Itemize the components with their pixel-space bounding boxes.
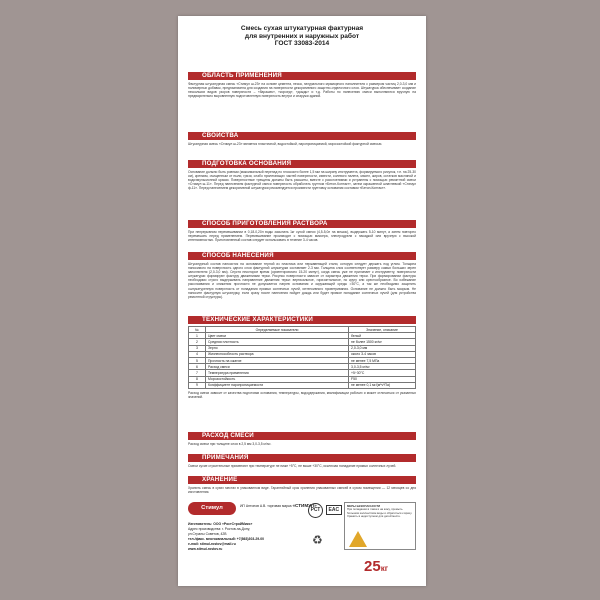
email: e-mail: stimul-rostov@mail.ru xyxy=(188,542,236,546)
row-param: Температура применения xyxy=(206,370,349,376)
section-text: Штукатурный состав наносится на основание терной из пластика или нержавеющей стали, которую следует держать под углом. Толщина наносимого на поверхность одного слоя фактурной штукатурки составляет 2-3 мм. Толщина слоя соответствует размеру самых больших зерен заполнителя (2,0-3,0 мм). Спустя некоторое время (ориентировочно 15-20 минут), когда смесь уже не прилипает к инструменту, поверхности штукатурки формируют фактуру движениями терки. Рисунок поверхности зависит от характера движения терки. При формировании фактуры необходимо строго выдерживать направление движения терки: вертикальное, горизонтальное, по кругу или крестообразное. Во избежание расслаивания и снижения прочности не допускается нагрев основания и окружающей среды >30°С, а так же необходимо защитить оштукатуренную поверхность от попадания прямых солнечных лучей, интенсивного проветривания. Основание не должно быть мокрым. Не наносите фактурную штукатурку, если сразу после нанесения пойдет дождь или будет прямое попадание солнечных лучей (для устройства ремонтной структуры). xyxy=(188,262,416,299)
row-param: Жизнеспособность раствора xyxy=(206,351,349,357)
row-value: белый xyxy=(349,333,416,339)
section-text: Хранить смесь в сухих местах в упакованном виде. Гарантийный срок хранения упакованных смесей в сухом помещении — 12 месяцев со дня изготовления. xyxy=(188,486,416,495)
section-header: СПОСОБ ПРИГОТОВЛЕНИЯ РАСТВОРА xyxy=(188,220,416,228)
section-header: ПРИМЕЧАНИЯ xyxy=(188,454,416,462)
row-param: Прочность на сжатие xyxy=(206,357,349,363)
row-value: +5÷30°С xyxy=(349,370,416,376)
section-properties xyxy=(188,132,416,152)
net-weight xyxy=(364,558,388,575)
section-text: Фактурная штукатурная смесь «Стимул ш-23» на основе цемента, песка, натурального мраморного наполнителя с размером частиц 2,0-3,0 мм и полимерных добавок, предназначена для создания на поверхности декоративного защитно-отделочного слоя. Штукатурка обеспечивает создание нескольких видов узоров поверхности – «барашек», «короед», «дождь» и т.д. Работы по нанесению смеси выполняются вручную на предварительно выровненную подготовленную поверхность внутри и снаружи зданий. xyxy=(188,82,416,99)
address-line-2: ул.Страны Советов, 42В xyxy=(188,532,227,536)
row-num: 1 xyxy=(189,333,206,339)
address-line-1: Адрес производства: г. Ростов-на-Дону, xyxy=(188,527,251,531)
section-text: Штукатурная смесь «Стимул ш-23» является пластичной, водостойкой, паропроницаемой, морозостойкой фактурной смесью. xyxy=(188,142,383,146)
row-value: около 3-4 часов xyxy=(349,351,416,357)
section-text: Смеси сухие строительные применяют при температуре не ниже +5°С, не выше +30°С, исключая попадание прямых солнечных лучей. xyxy=(188,464,397,468)
specs-note: Расход смеси зависит от качества подготовки основания, температуры, водоудержания, квалификации рабочих и может отличаться от указанных значений. xyxy=(188,390,416,399)
safety-title: МЕРЫ БЕЗОПАСНОСТИ xyxy=(347,504,381,508)
row-value: 2,0-3,0 мм xyxy=(349,345,416,351)
section-header: ОБЛАСТЬ ПРИМЕНЕНИЯ xyxy=(188,72,416,80)
section-notes xyxy=(188,454,416,473)
manufacturer-contacts xyxy=(188,522,306,552)
row-num: 3 xyxy=(189,345,206,351)
title-line-3: ГОСТ 33083-2014 xyxy=(274,40,330,48)
section-consumption xyxy=(188,432,416,448)
title-line-2: для внутренних и наружных работ xyxy=(244,32,360,40)
section-header: ПОДГОТОВКА ОСНОВАНИЯ xyxy=(188,160,416,168)
title-line-1: Смесь сухая штукатурная фактурная xyxy=(240,25,364,32)
section-text: При непрерывном перемешивании в 0,18-0,20л воды засыпать 1кг сухой смеси (4,5-5,0л на мешок), выдержать 5-10 минут, а затем повторно перемешать перед применением. Перемешивание производят с помощью миксера, электродрели с насадкой или вручную с высокой интенсивностью. Приготовленный состав следует использовать в течение 3-4 часов. xyxy=(188,230,416,243)
trademark-prefix: ИП Антонов А.В. торговая марка xyxy=(240,504,292,508)
product-label-sheet xyxy=(178,16,426,586)
section-application xyxy=(188,72,416,114)
phone: тел./факс. многоканальный: +7(863)303-29-00 xyxy=(188,537,265,541)
row-value: не менее 0,1 мг/(м*ч*Па) xyxy=(349,382,416,388)
section-preparation xyxy=(188,160,416,210)
eac-mark-icon: EAC xyxy=(326,505,342,515)
certification-icons xyxy=(306,503,342,573)
row-num: 4 xyxy=(189,351,206,357)
col-value-header: Значение, описание xyxy=(349,327,416,333)
section-text: Расход смеси при толщине слоя в 2,5 мм 3,0-3,5 кг/м². xyxy=(188,442,272,446)
section-header: РАСХОД СМЕСИ xyxy=(188,432,416,440)
row-param: Морозостойкость xyxy=(206,376,349,382)
section-header: ТЕХНИЧЕСКИЕ ХАРАКТЕРИСТИКИ xyxy=(188,316,416,324)
section-storage xyxy=(188,476,416,495)
rst-mark-icon: РСТ xyxy=(308,503,323,518)
section-specs xyxy=(188,316,416,400)
product-title xyxy=(178,25,426,48)
weight-unit: кг xyxy=(380,564,389,573)
col-param-header: Определяемые показатели xyxy=(206,327,349,333)
row-num: 7 xyxy=(189,370,206,376)
section-text: Основание должно быть ровным (максимальный перепад по плоскости более 1,5 мм на ширину инструмента, формируемого рисунок, т.е. на 25-30 см), крепким, очищенным от пыли, грязи, слабо прилегающих частей поверхности, извести, солевого налета, масел, жиров, остатков масляной и водоэмульсионной краски. Поверхностные трещины должны быть расшиты, вместе с расслоениями и устранены с помощью ремонтной смеси «Стимул ш-11». Перед нанесением фактурной смеси поверхность обработать грунтом «Бетон-Контакт», затем окрашенной шпатлевкой «Стимул ф-11». Перед нанесением декоративной штукатурки рекомендуется произвести грунтовку основания составом «Бетон-Контакт». xyxy=(188,170,416,191)
specs-table xyxy=(188,326,416,389)
manufacturer: Изготовитель: ООО «РостСтройМикс» xyxy=(188,522,253,526)
weight-value: 25 xyxy=(364,558,381,575)
section-header: СПОСОБ НАНЕСЕНИЯ xyxy=(188,252,416,260)
section-header: ХРАНЕНИЕ xyxy=(188,476,416,484)
safety-box xyxy=(344,502,416,550)
row-num: 9 xyxy=(189,382,206,388)
row-value: не более 1500 кг/м³ xyxy=(349,339,416,345)
section-applying xyxy=(188,252,416,322)
website: www.stimul-rostov.ru xyxy=(188,547,223,551)
row-param: Расход смеси xyxy=(206,364,349,370)
trademark-brand: «СТИМУЛ» xyxy=(292,503,317,508)
row-value: 3,0-3,5 кг/м² xyxy=(349,364,416,370)
row-param: Средняя плотность xyxy=(206,339,349,345)
row-num: 6 xyxy=(189,364,206,370)
col-num-header: № xyxy=(189,327,206,333)
row-param: Зерно xyxy=(206,345,349,351)
warning-triangle-icon xyxy=(349,531,367,547)
brand-logo: Стимул xyxy=(188,502,236,515)
row-num: 2 xyxy=(189,339,206,345)
label-footer xyxy=(188,500,416,582)
safety-text: При попадании в глаза и на кожу, промыть большим количеством воды и обратиться к врачу. Хранить в недоступном для детей месте. xyxy=(347,507,413,519)
row-num: 8 xyxy=(189,376,206,382)
row-param: Цвет смеси xyxy=(206,333,349,339)
row-value: F50 xyxy=(349,376,416,382)
recycle-icon: ♻ xyxy=(312,533,323,547)
row-value: не менее 7,5 МПа xyxy=(349,357,416,363)
row-num: 5 xyxy=(189,357,206,363)
table-row xyxy=(189,382,416,388)
row-param: Коэффициент паропроницаемости xyxy=(206,382,349,388)
section-mixing xyxy=(188,220,416,252)
section-header: СВОЙСТВА xyxy=(188,132,416,140)
